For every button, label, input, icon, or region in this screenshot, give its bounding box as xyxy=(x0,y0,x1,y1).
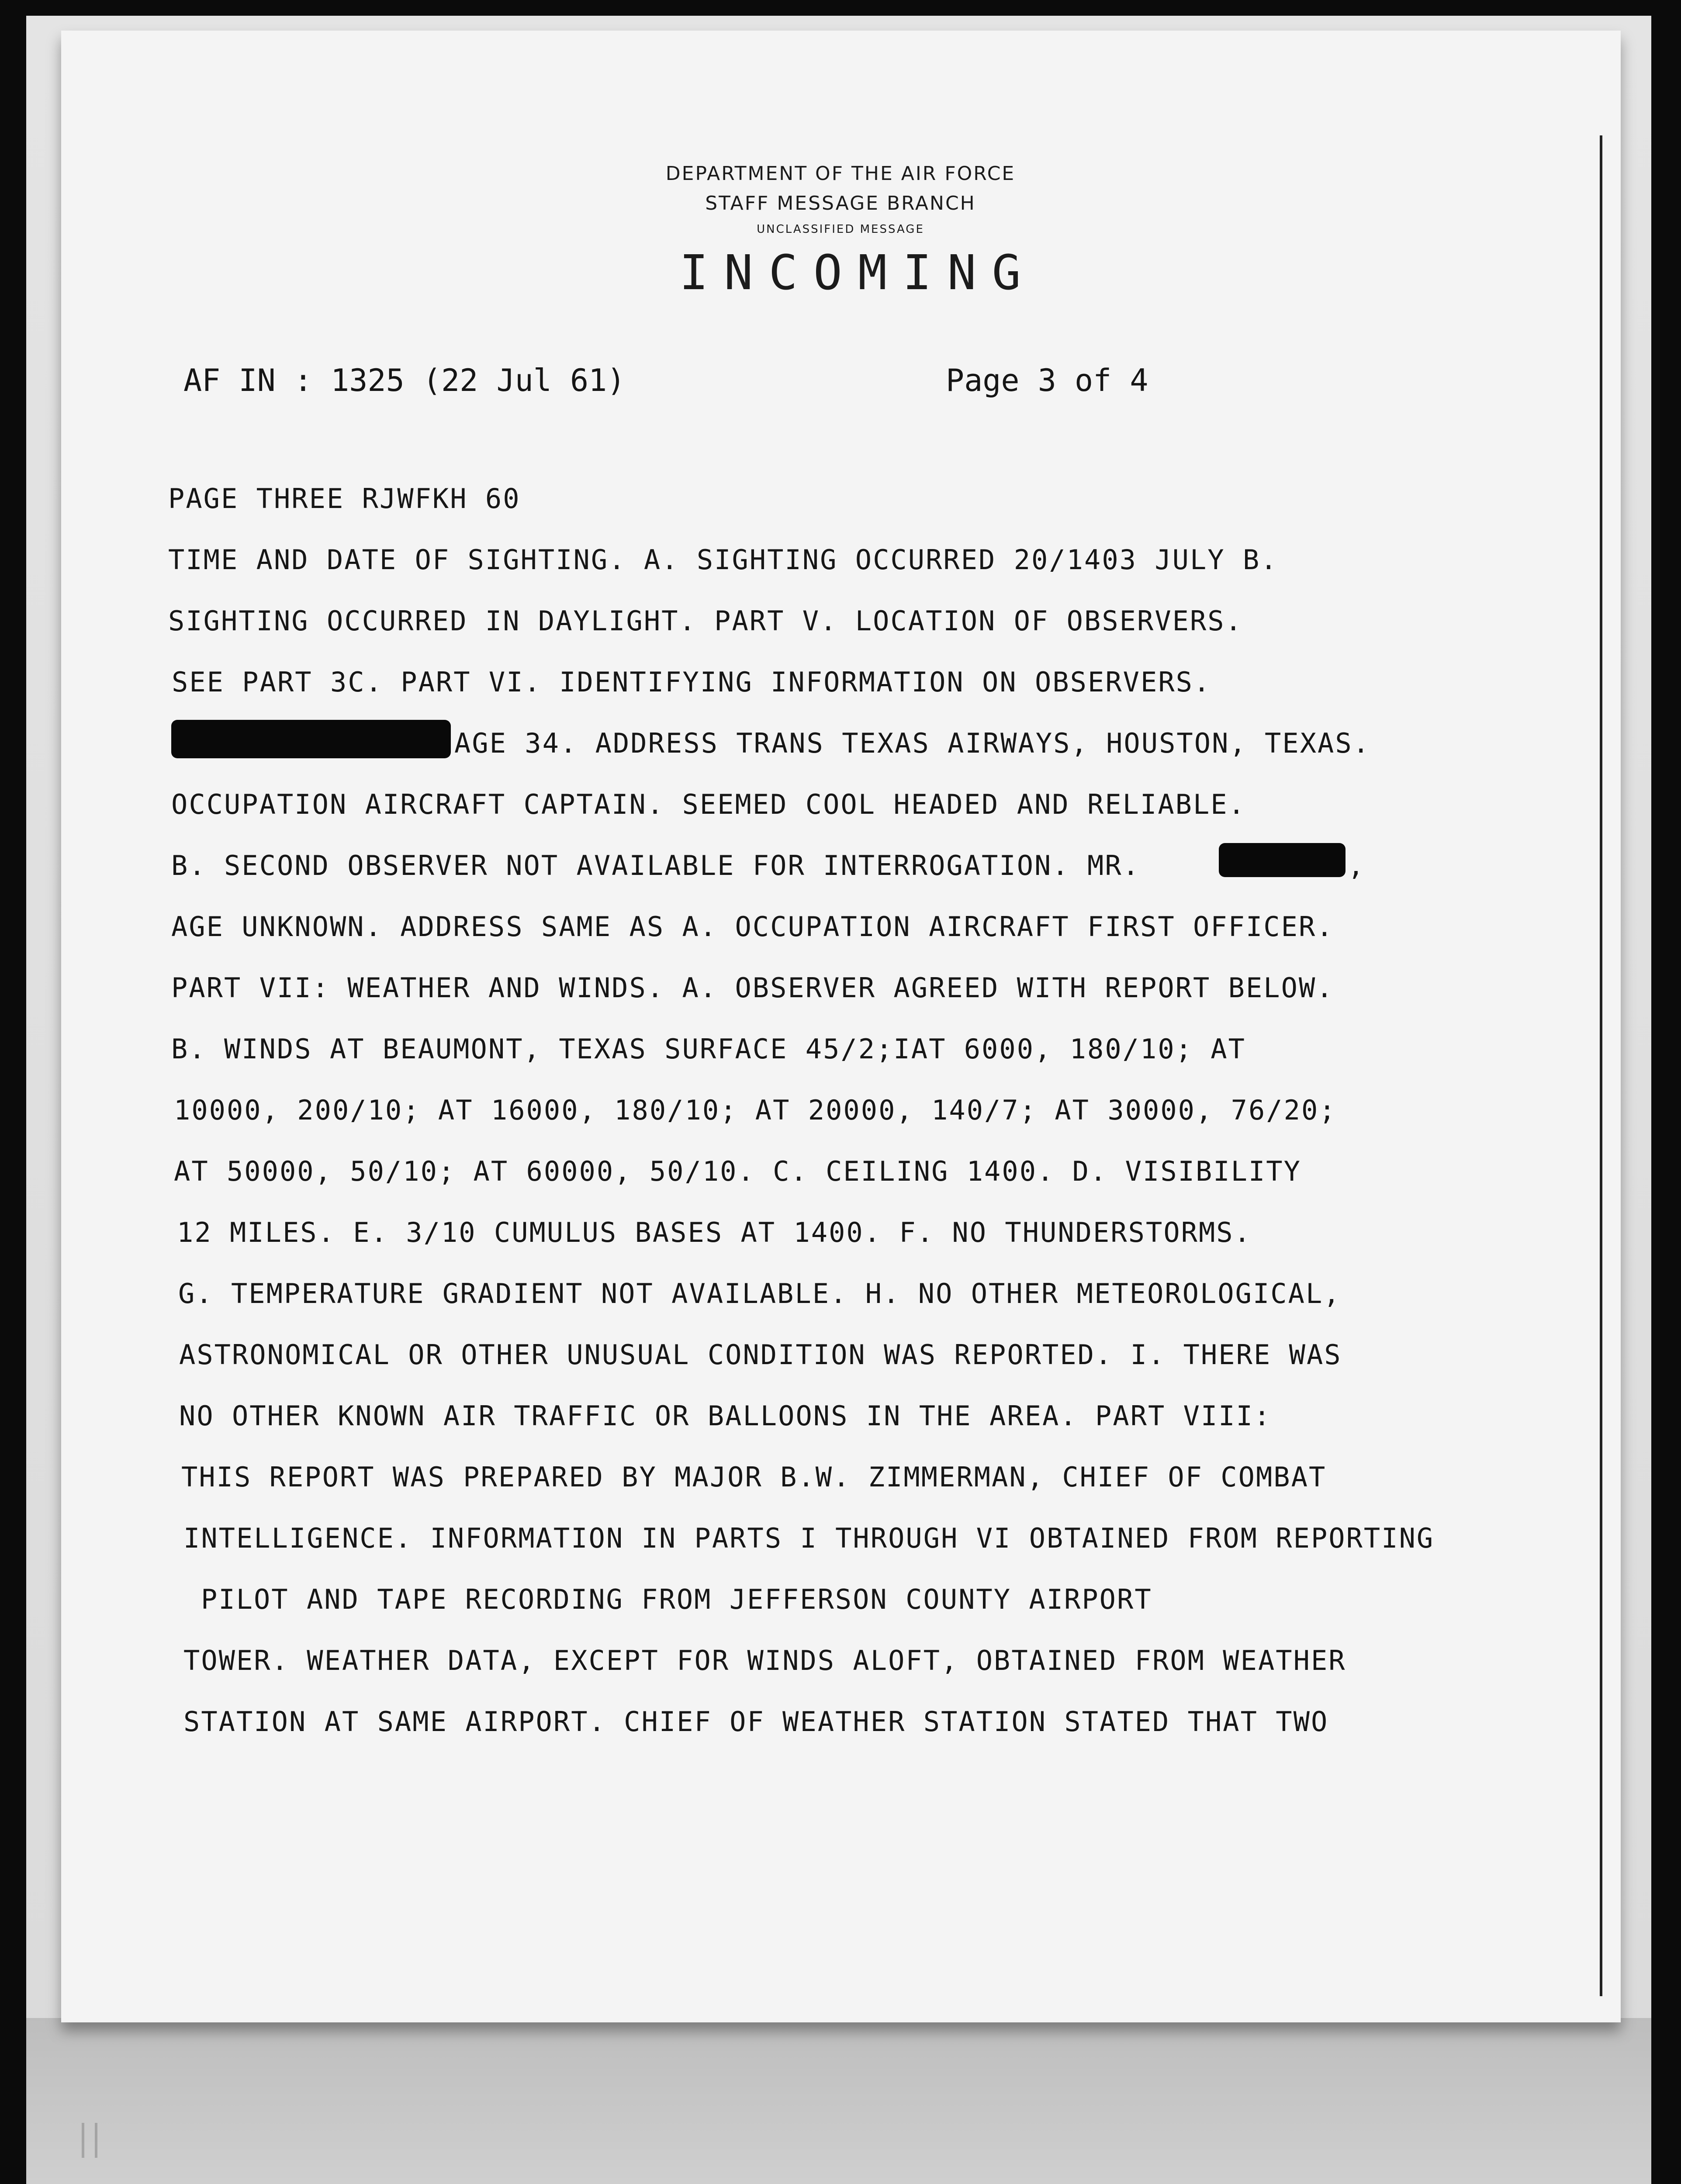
body-line: 12 MILES. E. 3/10 CUMULUS BASES AT 1400. F. NO THUNDERSTORMS. xyxy=(177,1216,1252,1248)
right-margin-line xyxy=(1600,135,1602,1996)
body-line: TIME AND DATE OF SIGHTING. A. SIGHTING OCCURRED 20/1403 JULY B. xyxy=(168,544,1278,576)
body-line: INTELLIGENCE. INFORMATION IN PARTS I THROUGH VI OBTAINED FROM REPORTING xyxy=(183,1522,1435,1554)
body-line: B. WINDS AT BEAUMONT, TEXAS SURFACE 45/2;IAT 6000, 180/10; AT xyxy=(171,1033,1246,1065)
body-line: TOWER. WEATHER DATA, EXCEPT FOR WINDS ALOFT, OBTAINED FROM WEATHER xyxy=(183,1645,1346,1676)
body-line: NO OTHER KNOWN AIR TRAFFIC OR BALLOONS IN THE AREA. PART VIII: xyxy=(179,1400,1272,1432)
body-line: 10000, 200/10; AT 16000, 180/10; AT 20000, 140/7; AT 30000, 76/20; xyxy=(174,1094,1337,1126)
incoming-title: INCOMING xyxy=(679,245,1037,301)
lower-margin-area xyxy=(26,2018,1651,2184)
body-line: STATION AT SAME AIRPORT. CHIEF OF WEATHER STATION STATED THAT TWO xyxy=(183,1706,1329,1738)
body-line: PILOT AND TAPE RECORDING FROM JEFFERSON COUNTY AIRPORT xyxy=(201,1583,1152,1615)
faint-handwriting-mark xyxy=(66,2105,197,2184)
body-line: ASTRONOMICAL OR OTHER UNUSUAL CONDITION WAS REPORTED. I. THERE WAS xyxy=(179,1339,1342,1371)
page-number: Page 3 of 4 xyxy=(946,363,1148,398)
body-line: AGE 34. ADDRESS TRANS TEXAS AIRWAYS, HOUSTON, TEXAS. xyxy=(454,727,1371,759)
body-line: THIS REPORT WAS PREPARED BY MAJOR B.W. ZIMMERMAN, CHIEF OF COMBAT xyxy=(181,1461,1327,1493)
branch-heading: STAFF MESSAGE BRANCH xyxy=(705,192,976,214)
body-line: AGE UNKNOWN. ADDRESS SAME AS A. OCCUPATION AIRCRAFT FIRST OFFICER. xyxy=(171,911,1334,943)
body-line: G. TEMPERATURE GRADIENT NOT AVAILABLE. H. NO OTHER METEOROLOGICAL, xyxy=(178,1278,1341,1310)
body-line: AT 50000, 50/10; AT 60000, 50/10. C. CEILING 1400. D. VISIBILITY xyxy=(174,1155,1301,1187)
body-line: SEE PART 3C. PART VI. IDENTIFYING INFORMATION ON OBSERVERS. xyxy=(172,666,1211,698)
redaction-bar xyxy=(171,720,451,758)
department-heading: DEPARTMENT OF THE AIR FORCE xyxy=(665,162,1016,185)
body-line: PART VII: WEATHER AND WINDS. A. OBSERVER AGREED WITH REPORT BELOW. xyxy=(171,972,1334,1004)
body-line: B. SECOND OBSERVER NOT AVAILABLE FOR INTERROGATION. MR. xyxy=(171,850,1140,881)
body-line: , xyxy=(1348,850,1366,881)
redaction-bar xyxy=(1219,843,1345,877)
body-line: PAGE THREE RJWFKH 60 xyxy=(168,483,521,515)
body-line: SIGHTING OCCURRED IN DAYLIGHT. PART V. LOCATION OF OBSERVERS. xyxy=(168,605,1243,637)
body-line: OCCUPATION AIRCRAFT CAPTAIN. SEEMED COOL HEADED AND RELIABLE. xyxy=(171,788,1246,820)
af-in-reference: AF IN : 1325 (22 Jul 61) xyxy=(183,363,626,398)
classification-heading: UNCLASSIFIED MESSAGE xyxy=(757,223,924,236)
